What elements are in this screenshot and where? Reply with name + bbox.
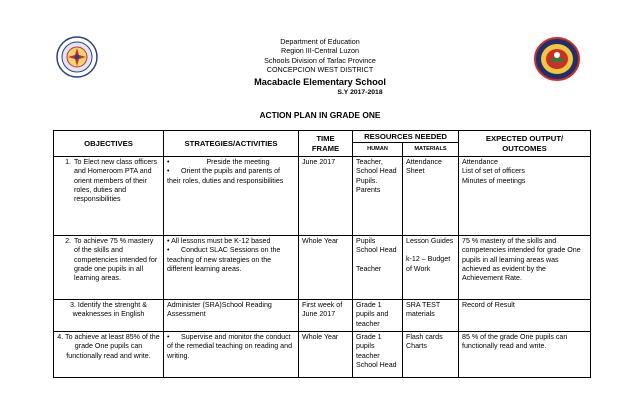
bullet-icon: • bbox=[167, 334, 170, 342]
objective-number: 1. bbox=[65, 158, 71, 167]
outcome-cell: Record of Result bbox=[459, 300, 591, 332]
objective-text: To Elect new class officers and Homeroom PTA and orient members of their roles, duties and responsibilities bbox=[74, 158, 158, 204]
objective-cell: 4. To achieve at least 85% of the grade One pupils can functionally read and write. bbox=[54, 332, 164, 378]
materials-cell: SRA TEST materials bbox=[403, 300, 459, 332]
col-header-resources: RESOURCES NEEDED bbox=[353, 131, 459, 143]
bullet-icon: • bbox=[167, 159, 170, 167]
header-school-year: S.Y 2017-2018 bbox=[337, 88, 383, 96]
strategy-text: Supervise and monitor the conduct of the remedial teaching on reading and writing. bbox=[167, 333, 293, 360]
outcome-cell bbox=[459, 157, 591, 236]
human-cell: Grade 1 pupils and teacher bbox=[353, 300, 403, 332]
col-header-expected-line2: OUTCOMES bbox=[502, 143, 547, 153]
human-text: School Head bbox=[356, 246, 397, 255]
objective-text: To achieve 75 % mastery of the skills and competencies intended for grade one pupils in all learning areas. bbox=[74, 237, 158, 283]
col-header-strategies: STRATEGIES/ACTIVITIES bbox=[164, 131, 299, 157]
bullet-icon: • bbox=[167, 168, 170, 176]
strategy-cell: Administer (SRA)School Reading Assessment bbox=[164, 300, 299, 332]
time-cell: June 2017 bbox=[299, 157, 353, 236]
outcome-text: List of set of officers bbox=[462, 167, 525, 176]
strategy-text: Orient the pupils and parents of their roles, duties and responsibilities bbox=[167, 167, 284, 185]
table-header-row bbox=[54, 131, 591, 143]
col-header-human: HUMAN bbox=[353, 143, 403, 157]
strategy-cell bbox=[164, 332, 299, 378]
materials-cell: Flash cards Charts bbox=[403, 332, 459, 378]
strategy-text: All lessons must be K-12 based bbox=[171, 237, 271, 246]
table-row bbox=[54, 236, 591, 300]
strategy-text: Preside the meeting bbox=[206, 158, 270, 167]
strategy-line: • All lessons must be K-12 based bbox=[167, 237, 271, 246]
header-district: CONCEPCION WEST DISTRICT bbox=[266, 65, 374, 75]
outcome-text: Minutes of meetings bbox=[462, 176, 526, 185]
col-header-materials: MATERIALS bbox=[403, 143, 459, 157]
header-division: Schools Division of Tarlac Province bbox=[264, 55, 376, 65]
materials-text: Lesson Guides bbox=[406, 237, 454, 246]
human-cell: Teacher, School Head Pupils. Parents bbox=[353, 157, 403, 236]
col-header-time-line1: TIME bbox=[316, 134, 335, 144]
time-cell: First week of June 2017 bbox=[299, 300, 353, 332]
time-cell: Whole Year bbox=[299, 236, 353, 300]
header-region: Region III-Central Luzon bbox=[281, 46, 359, 56]
action-plan-table bbox=[53, 130, 591, 378]
human-cell bbox=[353, 236, 403, 300]
strategy-text: Conduct SLAC Sessions on the teaching of new strategies on the different learning areas. bbox=[167, 246, 281, 273]
materials-cell: Attendance Sheet bbox=[403, 157, 459, 236]
outcome-text: Attendance bbox=[462, 158, 498, 167]
human-text: Pupils bbox=[356, 237, 376, 246]
table-row bbox=[54, 332, 591, 378]
col-header-objectives: OBJECTIVES bbox=[54, 131, 164, 157]
outcome-cell: 75 % mastery of the skills and competencies intended for grade One pupils in all learning areas was achieved as evident by the Achievement Rate. bbox=[459, 236, 591, 300]
strategy-cell bbox=[164, 236, 299, 300]
col-header-time-line2: FRAME bbox=[311, 143, 340, 153]
document-title: ACTION PLAN IN GRADE ONE bbox=[259, 110, 381, 120]
header-school-name: Macabacle Elementary School bbox=[254, 76, 386, 87]
bullet-icon: • bbox=[167, 247, 170, 255]
objective-cell bbox=[54, 236, 164, 300]
materials-text: k-12 – Budget of Work bbox=[406, 255, 451, 273]
objective-cell bbox=[54, 157, 164, 236]
document-header bbox=[0, 37, 640, 97]
human-cell: Grade 1 pupils teacher School Head bbox=[353, 332, 403, 378]
table-row bbox=[54, 157, 591, 236]
col-header-time-frame bbox=[299, 131, 353, 157]
col-header-expected-output bbox=[459, 131, 591, 157]
table-row bbox=[54, 300, 591, 332]
strategy-cell bbox=[164, 157, 299, 236]
objective-cell: 3. Identify the strenght & weaknesses in English bbox=[54, 300, 164, 332]
col-header-expected-line1: EXPECTED OUTPUT/ bbox=[485, 134, 564, 144]
outcome-cell: 85 % of the grade One pupils can functionally read and write. bbox=[459, 332, 591, 378]
materials-cell bbox=[403, 236, 459, 300]
objective-number: 2. bbox=[65, 237, 71, 246]
header-department: Department of Education bbox=[280, 37, 360, 46]
time-cell: Whole Year bbox=[299, 332, 353, 378]
human-text: Teacher bbox=[356, 264, 382, 273]
